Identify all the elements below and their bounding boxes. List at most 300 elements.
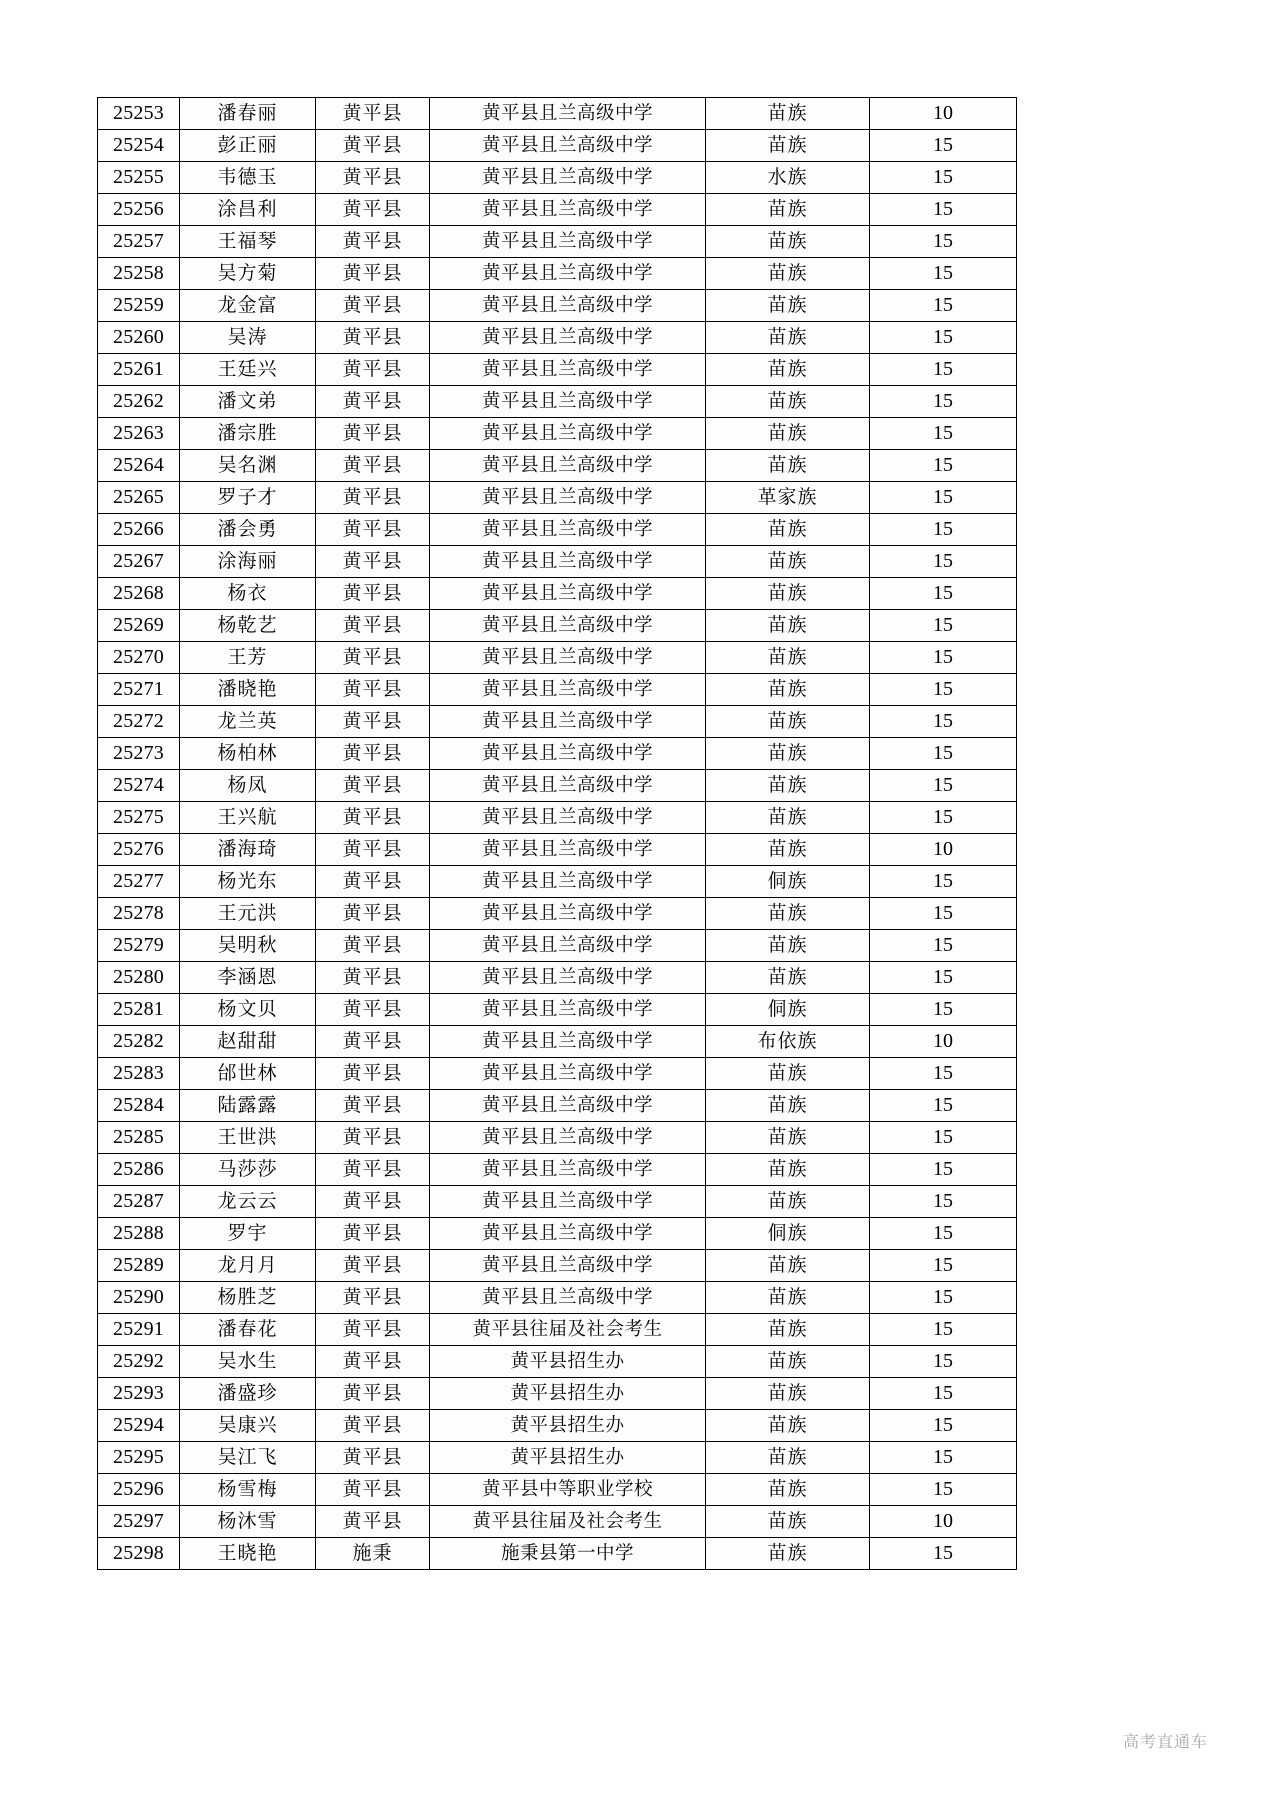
cell-school: 黄平县往届及社会考生 [430,1314,706,1346]
cell-county: 黄平县 [316,546,430,578]
cell-school: 黄平县中等职业学校 [430,1474,706,1506]
cell-name: 潘春花 [180,1314,316,1346]
cell-ethnic: 苗族 [706,1538,870,1570]
cell-name: 吴方菊 [180,258,316,290]
cell-name: 王芳 [180,642,316,674]
cell-id: 25270 [98,642,180,674]
cell-county: 黄平县 [316,1410,430,1442]
cell-name: 陆露露 [180,1090,316,1122]
table-row [98,770,1017,802]
cell-id: 25292 [98,1346,180,1378]
cell-county: 黄平县 [316,290,430,322]
cell-id: 25298 [98,1538,180,1570]
cell-county: 黄平县 [316,226,430,258]
cell-ethnic: 苗族 [706,1378,870,1410]
table-row [98,898,1017,930]
cell-school: 黄平县且兰高级中学 [430,1058,706,1090]
cell-ethnic: 苗族 [706,322,870,354]
cell-school: 黄平县且兰高级中学 [430,1090,706,1122]
cell-name: 潘会勇 [180,514,316,546]
cell-ethnic: 苗族 [706,1474,870,1506]
cell-score: 15 [870,674,1017,706]
cell-county: 黄平县 [316,738,430,770]
cell-county: 黄平县 [316,674,430,706]
cell-score: 15 [870,1346,1017,1378]
cell-id: 25285 [98,1122,180,1154]
cell-name: 潘晓艳 [180,674,316,706]
cell-id: 25273 [98,738,180,770]
table-row [98,1378,1017,1410]
cell-county: 黄平县 [316,1474,430,1506]
cell-ethnic: 苗族 [706,1410,870,1442]
cell-ethnic: 苗族 [706,1090,870,1122]
cell-ethnic: 苗族 [706,1058,870,1090]
cell-name: 王元洪 [180,898,316,930]
cell-county: 黄平县 [316,1186,430,1218]
cell-county: 黄平县 [316,1346,430,1378]
cell-ethnic: 苗族 [706,962,870,994]
cell-ethnic: 苗族 [706,770,870,802]
cell-ethnic: 苗族 [706,450,870,482]
cell-ethnic: 苗族 [706,290,870,322]
table-row [98,1090,1017,1122]
cell-county: 黄平县 [316,930,430,962]
cell-score: 15 [870,1090,1017,1122]
cell-score: 15 [870,290,1017,322]
cell-id: 25282 [98,1026,180,1058]
cell-id: 25286 [98,1154,180,1186]
cell-school: 黄平县且兰高级中学 [430,834,706,866]
cell-ethnic: 苗族 [706,802,870,834]
table-row [98,290,1017,322]
cell-score: 15 [870,386,1017,418]
cell-ethnic: 苗族 [706,834,870,866]
cell-id: 25283 [98,1058,180,1090]
cell-id: 25291 [98,1314,180,1346]
cell-name: 杨光东 [180,866,316,898]
cell-ethnic: 苗族 [706,1442,870,1474]
cell-score: 15 [870,1282,1017,1314]
cell-id: 25277 [98,866,180,898]
cell-ethnic: 苗族 [706,1282,870,1314]
cell-score: 15 [870,738,1017,770]
cell-school: 黄平县且兰高级中学 [430,1218,706,1250]
cell-name: 潘文弟 [180,386,316,418]
cell-ethnic: 苗族 [706,1154,870,1186]
cell-name: 龙金富 [180,290,316,322]
cell-score: 15 [870,226,1017,258]
cell-score: 15 [870,482,1017,514]
cell-score: 15 [870,1442,1017,1474]
cell-school: 黄平县且兰高级中学 [430,578,706,610]
cell-county: 黄平县 [316,1122,430,1154]
cell-name: 李涵恩 [180,962,316,994]
cell-ethnic: 侗族 [706,994,870,1026]
cell-score: 15 [870,1250,1017,1282]
cell-ethnic: 苗族 [706,258,870,290]
table-row [98,162,1017,194]
cell-county: 黄平县 [316,706,430,738]
cell-name: 龙兰英 [180,706,316,738]
cell-county: 黄平县 [316,1442,430,1474]
cell-county: 黄平县 [316,1282,430,1314]
cell-name: 潘盛珍 [180,1378,316,1410]
cell-county: 黄平县 [316,354,430,386]
cell-id: 25265 [98,482,180,514]
cell-school: 黄平县且兰高级中学 [430,1250,706,1282]
cell-ethnic: 苗族 [706,130,870,162]
cell-id: 25280 [98,962,180,994]
cell-id: 25269 [98,610,180,642]
cell-ethnic: 苗族 [706,610,870,642]
cell-ethnic: 苗族 [706,1186,870,1218]
cell-score: 15 [870,1058,1017,1090]
cell-school: 黄平县且兰高级中学 [430,258,706,290]
table-row [98,802,1017,834]
cell-score: 15 [870,418,1017,450]
cell-county: 黄平县 [316,1250,430,1282]
cell-school: 黄平县且兰高级中学 [430,1186,706,1218]
cell-school: 黄平县招生办 [430,1410,706,1442]
cell-county: 黄平县 [316,418,430,450]
cell-county: 黄平县 [316,1090,430,1122]
cell-score: 15 [870,194,1017,226]
table-row [98,482,1017,514]
cell-name: 彭正丽 [180,130,316,162]
cell-name: 杨凤 [180,770,316,802]
cell-county: 黄平县 [316,834,430,866]
cell-id: 25264 [98,450,180,482]
table-row [98,1218,1017,1250]
cell-name: 罗宇 [180,1218,316,1250]
table-row [98,994,1017,1026]
cell-school: 黄平县且兰高级中学 [430,866,706,898]
cell-id: 25289 [98,1250,180,1282]
cell-score: 15 [870,578,1017,610]
table-row [98,930,1017,962]
cell-id: 25297 [98,1506,180,1538]
table-row [98,1410,1017,1442]
cell-school: 黄平县且兰高级中学 [430,770,706,802]
cell-score: 15 [870,1314,1017,1346]
cell-name: 邰世林 [180,1058,316,1090]
table-row [98,1346,1017,1378]
cell-id: 25287 [98,1186,180,1218]
cell-score: 15 [870,1186,1017,1218]
cell-score: 15 [870,930,1017,962]
cell-score: 15 [870,514,1017,546]
cell-ethnic: 苗族 [706,226,870,258]
cell-county: 施秉 [316,1538,430,1570]
cell-school: 黄平县且兰高级中学 [430,290,706,322]
cell-name: 马莎莎 [180,1154,316,1186]
cell-county: 黄平县 [316,866,430,898]
cell-school: 黄平县且兰高级中学 [430,194,706,226]
table-row [98,1538,1017,1570]
cell-id: 25272 [98,706,180,738]
cell-school: 黄平县且兰高级中学 [430,738,706,770]
cell-school: 黄平县且兰高级中学 [430,802,706,834]
cell-id: 25257 [98,226,180,258]
table-row [98,674,1017,706]
cell-name: 杨乾艺 [180,610,316,642]
cell-ethnic: 水族 [706,162,870,194]
cell-county: 黄平县 [316,450,430,482]
cell-id: 25293 [98,1378,180,1410]
cell-school: 黄平县且兰高级中学 [430,482,706,514]
cell-ethnic: 苗族 [706,1314,870,1346]
cell-school: 黄平县且兰高级中学 [430,930,706,962]
table-row [98,546,1017,578]
cell-name: 杨衣 [180,578,316,610]
cell-name: 罗子才 [180,482,316,514]
cell-school: 黄平县且兰高级中学 [430,1154,706,1186]
cell-score: 10 [870,98,1017,130]
cell-id: 25294 [98,1410,180,1442]
cell-ethnic: 苗族 [706,98,870,130]
cell-score: 15 [870,162,1017,194]
cell-ethnic: 苗族 [706,1122,870,1154]
cell-school: 黄平县且兰高级中学 [430,386,706,418]
cell-county: 黄平县 [316,1154,430,1186]
cell-score: 15 [870,642,1017,674]
table-row [98,1122,1017,1154]
cell-ethnic: 布依族 [706,1026,870,1058]
cell-id: 25260 [98,322,180,354]
cell-name: 韦德玉 [180,162,316,194]
cell-name: 吴明秋 [180,930,316,962]
cell-id: 25254 [98,130,180,162]
cell-score: 15 [870,546,1017,578]
table-row [98,226,1017,258]
table-row [98,322,1017,354]
table-row [98,386,1017,418]
cell-county: 黄平县 [316,258,430,290]
cell-name: 杨胜芝 [180,1282,316,1314]
cell-county: 黄平县 [316,386,430,418]
cell-name: 潘海琦 [180,834,316,866]
cell-ethnic: 苗族 [706,1346,870,1378]
cell-school: 黄平县且兰高级中学 [430,962,706,994]
table-row [98,962,1017,994]
table-row [98,194,1017,226]
cell-school: 黄平县且兰高级中学 [430,898,706,930]
table-row [98,834,1017,866]
table-row [98,642,1017,674]
cell-score: 15 [870,898,1017,930]
cell-county: 黄平县 [316,1378,430,1410]
cell-id: 25276 [98,834,180,866]
cell-name: 涂海丽 [180,546,316,578]
cell-name: 潘宗胜 [180,418,316,450]
cell-name: 潘春丽 [180,98,316,130]
table-row [98,1026,1017,1058]
cell-ethnic: 苗族 [706,354,870,386]
cell-id: 25275 [98,802,180,834]
cell-county: 黄平县 [316,162,430,194]
cell-school: 黄平县且兰高级中学 [430,514,706,546]
cell-name: 杨柏林 [180,738,316,770]
cell-county: 黄平县 [316,482,430,514]
cell-ethnic: 苗族 [706,194,870,226]
cell-id: 25258 [98,258,180,290]
table-row [98,450,1017,482]
cell-ethnic: 苗族 [706,386,870,418]
cell-county: 黄平县 [316,770,430,802]
cell-id: 25274 [98,770,180,802]
cell-id: 25253 [98,98,180,130]
cell-county: 黄平县 [316,1218,430,1250]
cell-county: 黄平县 [316,1314,430,1346]
table-row [98,418,1017,450]
cell-score: 15 [870,706,1017,738]
cell-ethnic: 侗族 [706,866,870,898]
table-row [98,1250,1017,1282]
cell-name: 龙月月 [180,1250,316,1282]
cell-school: 黄平县招生办 [430,1378,706,1410]
cell-id: 25255 [98,162,180,194]
cell-name: 王福琴 [180,226,316,258]
cell-score: 15 [870,1474,1017,1506]
cell-ethnic: 苗族 [706,1506,870,1538]
table-row [98,258,1017,290]
cell-school: 黄平县且兰高级中学 [430,98,706,130]
cell-county: 黄平县 [316,194,430,226]
cell-school: 黄平县且兰高级中学 [430,1026,706,1058]
cell-id: 25296 [98,1474,180,1506]
cell-county: 黄平县 [316,1026,430,1058]
table-row [98,354,1017,386]
cell-name: 吴康兴 [180,1410,316,1442]
cell-score: 15 [870,1154,1017,1186]
cell-county: 黄平县 [316,962,430,994]
cell-name: 吴江飞 [180,1442,316,1474]
cell-school: 黄平县且兰高级中学 [430,130,706,162]
cell-ethnic: 苗族 [706,642,870,674]
cell-id: 25281 [98,994,180,1026]
cell-county: 黄平县 [316,578,430,610]
cell-id: 25266 [98,514,180,546]
cell-score: 15 [870,770,1017,802]
cell-ethnic: 革家族 [706,482,870,514]
cell-school: 施秉县第一中学 [430,1538,706,1570]
cell-name: 涂昌利 [180,194,316,226]
cell-name: 杨沐雪 [180,1506,316,1538]
cell-ethnic: 苗族 [706,578,870,610]
table-row [98,1058,1017,1090]
cell-county: 黄平县 [316,514,430,546]
cell-ethnic: 苗族 [706,514,870,546]
cell-score: 15 [870,1218,1017,1250]
cell-school: 黄平县且兰高级中学 [430,674,706,706]
cell-name: 龙云云 [180,1186,316,1218]
cell-score: 15 [870,610,1017,642]
cell-ethnic: 苗族 [706,898,870,930]
cell-score: 15 [870,354,1017,386]
cell-id: 25268 [98,578,180,610]
cell-ethnic: 侗族 [706,1218,870,1250]
cell-id: 25284 [98,1090,180,1122]
table-row [98,1186,1017,1218]
cell-name: 杨文贝 [180,994,316,1026]
cell-score: 15 [870,322,1017,354]
cell-school: 黄平县且兰高级中学 [430,226,706,258]
cell-school: 黄平县且兰高级中学 [430,354,706,386]
cell-name: 王兴航 [180,802,316,834]
cell-school: 黄平县往届及社会考生 [430,1506,706,1538]
cell-name: 赵甜甜 [180,1026,316,1058]
cell-county: 黄平县 [316,898,430,930]
cell-school: 黄平县且兰高级中学 [430,162,706,194]
cell-score: 15 [870,1410,1017,1442]
cell-county: 黄平县 [316,642,430,674]
cell-score: 15 [870,130,1017,162]
cell-ethnic: 苗族 [706,546,870,578]
cell-name: 王世洪 [180,1122,316,1154]
cell-county: 黄平县 [316,610,430,642]
roster-table-body [98,98,1017,1570]
roster-table [97,97,1017,1570]
cell-score: 10 [870,1506,1017,1538]
cell-id: 25259 [98,290,180,322]
cell-county: 黄平县 [316,1058,430,1090]
cell-county: 黄平县 [316,802,430,834]
cell-county: 黄平县 [316,130,430,162]
cell-id: 25267 [98,546,180,578]
cell-county: 黄平县 [316,322,430,354]
table-row [98,610,1017,642]
cell-school: 黄平县且兰高级中学 [430,1122,706,1154]
table-row [98,98,1017,130]
cell-score: 15 [870,994,1017,1026]
cell-ethnic: 苗族 [706,674,870,706]
cell-score: 15 [870,1538,1017,1570]
cell-id: 25295 [98,1442,180,1474]
table-row [98,1474,1017,1506]
cell-school: 黄平县且兰高级中学 [430,610,706,642]
cell-score: 15 [870,962,1017,994]
cell-ethnic: 苗族 [706,930,870,962]
cell-school: 黄平县招生办 [430,1346,706,1378]
cell-id: 25290 [98,1282,180,1314]
table-row [98,738,1017,770]
cell-name: 吴涛 [180,322,316,354]
cell-id: 25279 [98,930,180,962]
cell-id: 25263 [98,418,180,450]
cell-score: 10 [870,834,1017,866]
table-row [98,130,1017,162]
cell-score: 15 [870,802,1017,834]
cell-score: 15 [870,1378,1017,1410]
cell-id: 25262 [98,386,180,418]
table-row [98,1282,1017,1314]
cell-id: 25256 [98,194,180,226]
cell-ethnic: 苗族 [706,418,870,450]
cell-score: 15 [870,258,1017,290]
table-row [98,578,1017,610]
watermark: 高考直通车 [1122,1732,1208,1751]
table-row [98,1442,1017,1474]
cell-id: 25271 [98,674,180,706]
table-row [98,1314,1017,1346]
cell-id: 25278 [98,898,180,930]
cell-county: 黄平县 [316,994,430,1026]
cell-school: 黄平县且兰高级中学 [430,1282,706,1314]
cell-score: 15 [870,866,1017,898]
cell-name: 杨雪梅 [180,1474,316,1506]
table-row [98,514,1017,546]
cell-name: 王晓艳 [180,1538,316,1570]
